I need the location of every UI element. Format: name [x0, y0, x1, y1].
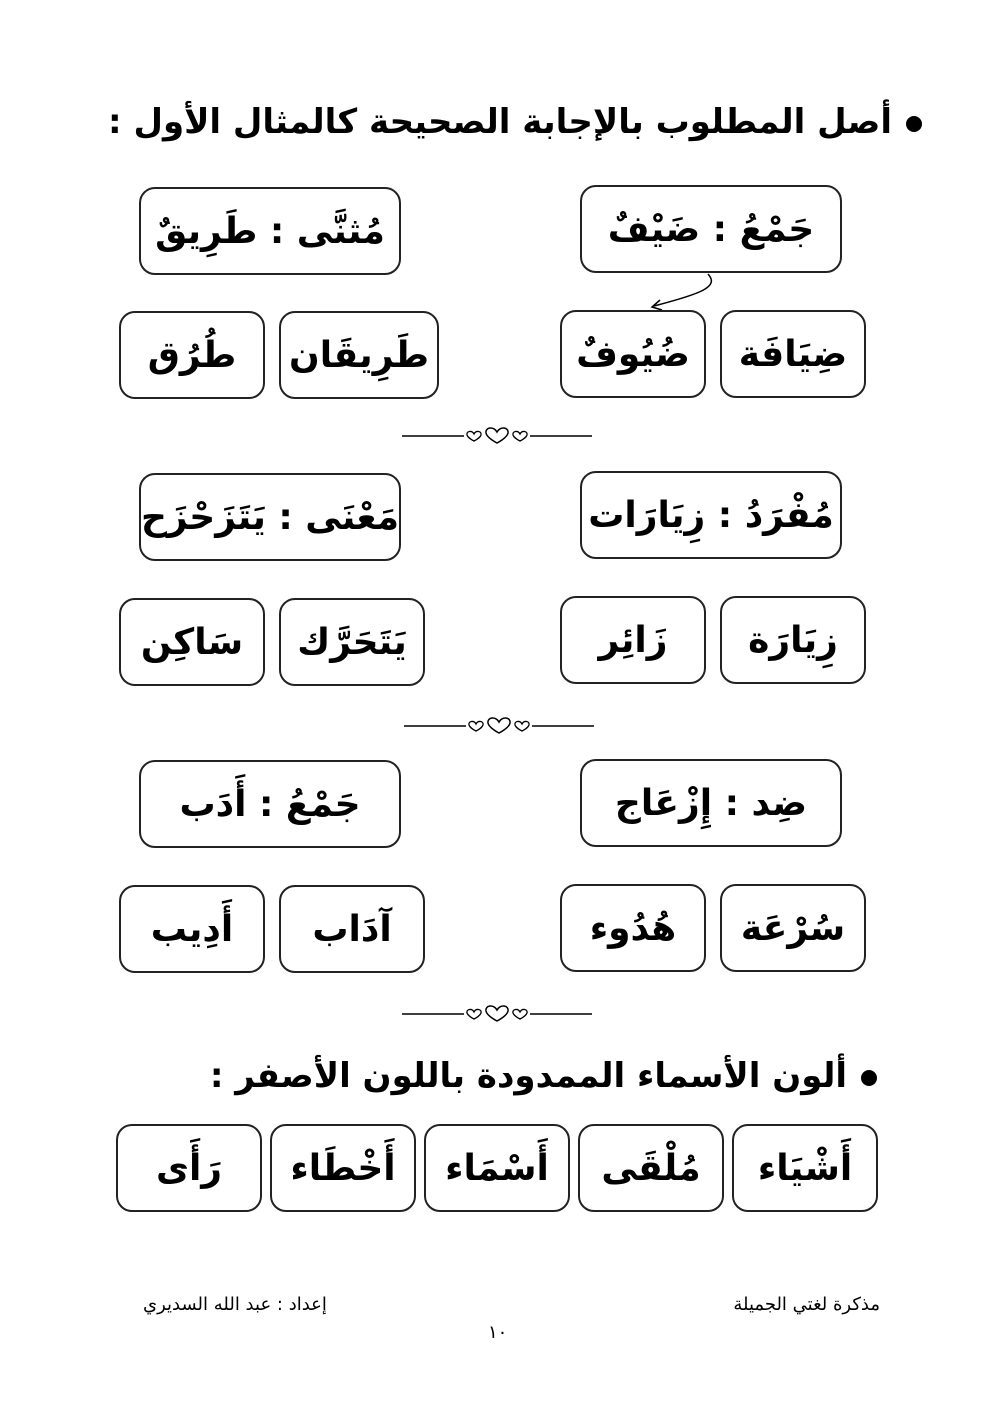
option-box-3-2[interactable]: هُدُوء [560, 884, 706, 972]
option-box-2-1[interactable]: زِيَارَة [720, 596, 866, 684]
question-box-2-right: مُفْرَدُ : زِيَارَات [580, 471, 842, 559]
question-box-2-left: مَعْنَى : يَتَزَحْزَح [139, 473, 401, 561]
question-box-1-left: مُثنَّى : طَرِيقٌ [139, 187, 401, 275]
option-box-2-4[interactable]: سَاكِن [119, 598, 265, 686]
footer-author: إعداد : عبد الله السديري [143, 1294, 327, 1315]
instruction-text-2: ألون الأسماء الممدودة باللون الأصفر : [209, 1056, 847, 1096]
instruction-text-1: أصل المطلوب بالإجابة الصحيحة كالمثال الأول : [108, 102, 892, 142]
option-box-1-3[interactable]: طَرِيقَان [279, 311, 439, 399]
instruction-heading-1 [108, 102, 922, 142]
word-box-5[interactable]: رَأَى [116, 1124, 262, 1212]
heart-divider [398, 1002, 598, 1026]
option-box-1-2[interactable]: ضُيُوفٌ [560, 310, 706, 398]
option-box-1-4[interactable]: طُرُق [119, 311, 265, 399]
word-box-1[interactable]: أَشْيَاء [732, 1124, 878, 1212]
question-box-3-right: ضِد : إِزْعَاج [580, 759, 842, 847]
word-box-4[interactable]: أَخْطَاء [270, 1124, 416, 1212]
option-box-3-1[interactable]: سُرْعَة [720, 884, 866, 972]
instruction-heading-2 [210, 1056, 877, 1096]
option-box-2-3[interactable]: يَتَحَرَّك [279, 598, 425, 686]
bullet-icon [861, 1070, 877, 1086]
heart-divider [400, 714, 600, 738]
word-box-3[interactable]: أَسْمَاء [424, 1124, 570, 1212]
option-box-1-1[interactable]: ضِيَافَة [720, 310, 866, 398]
page-number: ١٠ [488, 1322, 508, 1343]
question-box-3-left: جَمْعُ : أَدَب [139, 760, 401, 848]
option-box-3-4[interactable]: أَدِيب [119, 885, 265, 973]
option-box-3-3[interactable]: آدَاب [279, 885, 425, 973]
bullet-icon [906, 116, 922, 132]
question-box-1-right: جَمْعُ : ضَيْفٌ [580, 185, 842, 273]
heart-divider [398, 424, 598, 448]
option-box-2-2[interactable]: زَائِر [560, 596, 706, 684]
footer-book-title: مذكرة لغتي الجميلة [733, 1294, 880, 1315]
word-box-2[interactable]: مُلْقَى [578, 1124, 724, 1212]
